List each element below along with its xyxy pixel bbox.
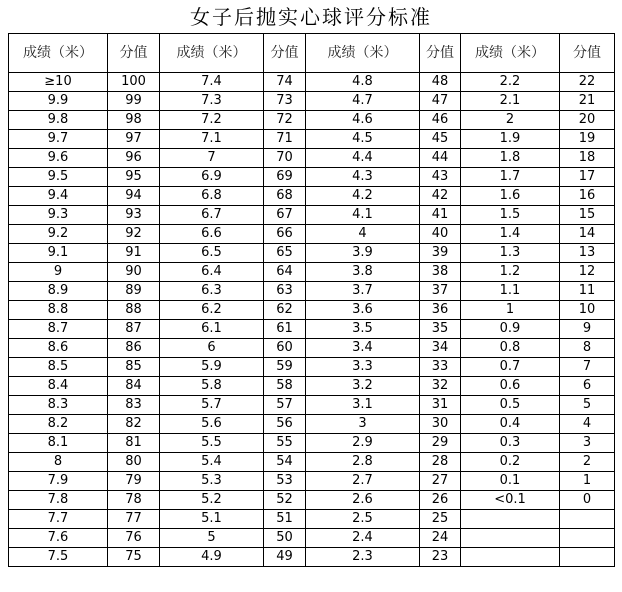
score-cell: 5.5 — [160, 434, 264, 453]
score-cell: 5.6 — [160, 415, 264, 434]
points-cell: 42 — [420, 187, 461, 206]
score-cell: 6.8 — [160, 187, 264, 206]
table-row — [9, 358, 615, 377]
points-cell: 4 — [560, 415, 615, 434]
points-cell: 36 — [420, 301, 461, 320]
header-score-1: 成绩（米） — [9, 34, 108, 73]
points-cell: 46 — [420, 111, 461, 130]
points-cell: 10 — [560, 301, 615, 320]
points-cell: 41 — [420, 206, 461, 225]
score-cell: 1.2 — [461, 263, 560, 282]
score-cell: 8.6 — [9, 339, 108, 358]
points-cell: 3 — [560, 434, 615, 453]
table-row — [9, 206, 615, 225]
points-cell: 99 — [108, 92, 160, 111]
score-cell: 3.8 — [306, 263, 420, 282]
score-cell: 0.3 — [461, 434, 560, 453]
table-row — [9, 149, 615, 168]
score-cell: 4.2 — [306, 187, 420, 206]
score-cell: 9.2 — [9, 225, 108, 244]
points-cell: 25 — [420, 510, 461, 529]
score-cell: 5.4 — [160, 453, 264, 472]
score-cell: 3.9 — [306, 244, 420, 263]
table-row — [9, 130, 615, 149]
points-cell: 29 — [420, 434, 461, 453]
page-title: 女子后抛实心球评分标准 — [190, 5, 432, 29]
score-cell: 0.8 — [461, 339, 560, 358]
score-cell: 4.7 — [306, 92, 420, 111]
score-cell: 2.4 — [306, 529, 420, 548]
points-cell: 89 — [108, 282, 160, 301]
points-cell: 7 — [560, 358, 615, 377]
score-cell: 5.2 — [160, 491, 264, 510]
points-cell: 24 — [420, 529, 461, 548]
score-cell: 1.8 — [461, 149, 560, 168]
score-cell: 7 — [160, 149, 264, 168]
score-cell: 7.7 — [9, 510, 108, 529]
table-row — [9, 73, 615, 92]
score-cell: 2.3 — [306, 548, 420, 567]
score-cell: 9.6 — [9, 149, 108, 168]
points-cell: 2 — [560, 453, 615, 472]
score-cell: 3.6 — [306, 301, 420, 320]
score-cell: 1.5 — [461, 206, 560, 225]
points-cell: 90 — [108, 263, 160, 282]
points-cell: 14 — [560, 225, 615, 244]
score-cell — [461, 529, 560, 548]
points-cell: 59 — [264, 358, 306, 377]
score-cell: 8.2 — [9, 415, 108, 434]
score-cell: 6 — [160, 339, 264, 358]
table-row — [9, 548, 615, 567]
points-cell: 0 — [560, 491, 615, 510]
points-cell: 21 — [560, 92, 615, 111]
table-row — [9, 339, 615, 358]
score-cell: 1.4 — [461, 225, 560, 244]
points-cell: 69 — [264, 168, 306, 187]
score-cell: 5 — [160, 529, 264, 548]
header-score-3: 成绩（米） — [306, 34, 420, 73]
points-cell: 30 — [420, 415, 461, 434]
points-cell: 32 — [420, 377, 461, 396]
points-cell: 13 — [560, 244, 615, 263]
points-cell: 74 — [264, 73, 306, 92]
header-score-4: 成绩（米） — [461, 34, 560, 73]
score-cell: 7.2 — [160, 111, 264, 130]
points-cell: 87 — [108, 320, 160, 339]
table-row — [9, 415, 615, 434]
score-cell: 6.4 — [160, 263, 264, 282]
score-cell: 7.9 — [9, 472, 108, 491]
points-cell: 6 — [560, 377, 615, 396]
points-cell: 60 — [264, 339, 306, 358]
score-cell: 4.6 — [306, 111, 420, 130]
points-cell — [560, 529, 615, 548]
score-cell: 5.3 — [160, 472, 264, 491]
points-cell: 38 — [420, 263, 461, 282]
points-cell: 95 — [108, 168, 160, 187]
table-row — [9, 434, 615, 453]
points-cell: 73 — [264, 92, 306, 111]
points-cell: 71 — [264, 130, 306, 149]
points-cell: 54 — [264, 453, 306, 472]
score-cell: 4.5 — [306, 130, 420, 149]
score-cell: 6.3 — [160, 282, 264, 301]
score-cell: 9.1 — [9, 244, 108, 263]
points-cell: 50 — [264, 529, 306, 548]
score-cell: 9.4 — [9, 187, 108, 206]
score-cell: 1.9 — [461, 130, 560, 149]
score-cell: 2.6 — [306, 491, 420, 510]
score-cell: 3.2 — [306, 377, 420, 396]
score-cell: 4.9 — [160, 548, 264, 567]
header-row — [9, 34, 615, 73]
score-cell: 1.7 — [461, 168, 560, 187]
points-cell: 31 — [420, 396, 461, 415]
points-cell: 48 — [420, 73, 461, 92]
points-cell: 40 — [420, 225, 461, 244]
points-cell: 61 — [264, 320, 306, 339]
table-row — [9, 263, 615, 282]
points-cell: 53 — [264, 472, 306, 491]
table-row — [9, 453, 615, 472]
points-cell: 77 — [108, 510, 160, 529]
score-cell: 7.5 — [9, 548, 108, 567]
points-cell: 85 — [108, 358, 160, 377]
points-cell: 81 — [108, 434, 160, 453]
points-cell: 68 — [264, 187, 306, 206]
score-cell: 6.6 — [160, 225, 264, 244]
points-cell: 76 — [108, 529, 160, 548]
points-cell: 15 — [560, 206, 615, 225]
score-cell: 0.7 — [461, 358, 560, 377]
points-cell: 22 — [560, 73, 615, 92]
points-cell: 45 — [420, 130, 461, 149]
points-cell: 47 — [420, 92, 461, 111]
score-cell: 7.4 — [160, 73, 264, 92]
score-cell: 4.1 — [306, 206, 420, 225]
score-cell: ≥10 — [9, 73, 108, 92]
score-cell: 5.8 — [160, 377, 264, 396]
score-cell: 9.5 — [9, 168, 108, 187]
points-cell: 43 — [420, 168, 461, 187]
points-cell: 19 — [560, 130, 615, 149]
table-row — [9, 92, 615, 111]
points-cell: 65 — [264, 244, 306, 263]
score-cell: 6.7 — [160, 206, 264, 225]
table-row — [9, 510, 615, 529]
score-cell: 5.1 — [160, 510, 264, 529]
points-cell: 80 — [108, 453, 160, 472]
points-cell: 92 — [108, 225, 160, 244]
table-row — [9, 396, 615, 415]
points-cell: 37 — [420, 282, 461, 301]
score-cell: 3.3 — [306, 358, 420, 377]
score-cell: 4 — [306, 225, 420, 244]
score-cell: 2 — [461, 111, 560, 130]
score-cell: 1.6 — [461, 187, 560, 206]
points-cell: 67 — [264, 206, 306, 225]
points-cell: 17 — [560, 168, 615, 187]
points-cell: 26 — [420, 491, 461, 510]
points-cell: 35 — [420, 320, 461, 339]
points-cell: 39 — [420, 244, 461, 263]
score-cell: 8 — [9, 453, 108, 472]
points-cell: 16 — [560, 187, 615, 206]
points-cell: 5 — [560, 396, 615, 415]
score-cell: 2.1 — [461, 92, 560, 111]
points-cell: 33 — [420, 358, 461, 377]
score-cell: <0.1 — [461, 491, 560, 510]
points-cell: 96 — [108, 149, 160, 168]
score-cell: 1.3 — [461, 244, 560, 263]
points-cell: 78 — [108, 491, 160, 510]
score-cell: 2.9 — [306, 434, 420, 453]
points-cell: 27 — [420, 472, 461, 491]
points-cell: 44 — [420, 149, 461, 168]
points-cell: 51 — [264, 510, 306, 529]
points-cell: 1 — [560, 472, 615, 491]
score-cell: 3.1 — [306, 396, 420, 415]
header-points-3: 分值 — [420, 34, 461, 73]
score-cell: 4.3 — [306, 168, 420, 187]
score-cell: 7.6 — [9, 529, 108, 548]
score-cell: 0.9 — [461, 320, 560, 339]
score-cell: 6.9 — [160, 168, 264, 187]
score-cell: 9.3 — [9, 206, 108, 225]
score-cell: 8.5 — [9, 358, 108, 377]
score-cell: 8.9 — [9, 282, 108, 301]
score-cell: 2.7 — [306, 472, 420, 491]
table-row — [9, 320, 615, 339]
points-cell: 97 — [108, 130, 160, 149]
points-cell: 28 — [420, 453, 461, 472]
table-row — [9, 225, 615, 244]
score-cell: 3 — [306, 415, 420, 434]
score-cell: 0.4 — [461, 415, 560, 434]
score-table — [8, 33, 615, 567]
score-cell: 4.8 — [306, 73, 420, 92]
score-cell: 8.4 — [9, 377, 108, 396]
score-cell: 0.2 — [461, 453, 560, 472]
points-cell: 72 — [264, 111, 306, 130]
points-cell: 57 — [264, 396, 306, 415]
table-row — [9, 168, 615, 187]
points-cell: 11 — [560, 282, 615, 301]
score-cell: 2.2 — [461, 73, 560, 92]
score-cell: 3.7 — [306, 282, 420, 301]
score-cell: 6.1 — [160, 320, 264, 339]
points-cell: 84 — [108, 377, 160, 396]
points-cell: 82 — [108, 415, 160, 434]
table-row — [9, 529, 615, 548]
points-cell: 98 — [108, 111, 160, 130]
score-cell: 9.8 — [9, 111, 108, 130]
score-cell: 1.1 — [461, 282, 560, 301]
score-cell: 8.3 — [9, 396, 108, 415]
points-cell: 79 — [108, 472, 160, 491]
table-body — [9, 73, 615, 567]
points-cell: 49 — [264, 548, 306, 567]
points-cell: 75 — [108, 548, 160, 567]
points-cell — [560, 548, 615, 567]
table-row — [9, 282, 615, 301]
table-row — [9, 111, 615, 130]
score-cell: 8.8 — [9, 301, 108, 320]
score-cell: 6.5 — [160, 244, 264, 263]
score-cell: 0.6 — [461, 377, 560, 396]
table-row — [9, 301, 615, 320]
points-cell: 55 — [264, 434, 306, 453]
points-cell: 34 — [420, 339, 461, 358]
score-cell: 1 — [461, 301, 560, 320]
score-cell: 9.9 — [9, 92, 108, 111]
score-cell: 2.5 — [306, 510, 420, 529]
score-cell: 0.5 — [461, 396, 560, 415]
table-row — [9, 187, 615, 206]
points-cell: 23 — [420, 548, 461, 567]
table-row — [9, 472, 615, 491]
points-cell — [560, 510, 615, 529]
score-cell: 8.7 — [9, 320, 108, 339]
score-cell: 3.4 — [306, 339, 420, 358]
header-points-1: 分值 — [108, 34, 160, 73]
score-cell: 4.4 — [306, 149, 420, 168]
points-cell: 100 — [108, 73, 160, 92]
points-cell: 18 — [560, 149, 615, 168]
points-cell: 62 — [264, 301, 306, 320]
table-row — [9, 244, 615, 263]
points-cell: 52 — [264, 491, 306, 510]
points-cell: 66 — [264, 225, 306, 244]
score-cell: 3.5 — [306, 320, 420, 339]
header-score-2: 成绩（米） — [160, 34, 264, 73]
score-cell: 7.3 — [160, 92, 264, 111]
points-cell: 63 — [264, 282, 306, 301]
points-cell: 12 — [560, 263, 615, 282]
score-cell — [461, 548, 560, 567]
score-cell: 6.2 — [160, 301, 264, 320]
score-cell: 8.1 — [9, 434, 108, 453]
header-points-2: 分值 — [264, 34, 306, 73]
points-cell: 8 — [560, 339, 615, 358]
points-cell: 56 — [264, 415, 306, 434]
points-cell: 20 — [560, 111, 615, 130]
score-cell — [461, 510, 560, 529]
points-cell: 91 — [108, 244, 160, 263]
score-cell: 2.8 — [306, 453, 420, 472]
score-cell: 9 — [9, 263, 108, 282]
score-cell: 5.7 — [160, 396, 264, 415]
points-cell: 88 — [108, 301, 160, 320]
header-points-4: 分值 — [560, 34, 615, 73]
points-cell: 9 — [560, 320, 615, 339]
points-cell: 94 — [108, 187, 160, 206]
points-cell: 83 — [108, 396, 160, 415]
points-cell: 70 — [264, 149, 306, 168]
points-cell: 64 — [264, 263, 306, 282]
score-cell: 7.8 — [9, 491, 108, 510]
score-cell: 7.1 — [160, 130, 264, 149]
score-cell: 9.7 — [9, 130, 108, 149]
points-cell: 86 — [108, 339, 160, 358]
table-row — [9, 491, 615, 510]
score-cell: 0.1 — [461, 472, 560, 491]
points-cell: 93 — [108, 206, 160, 225]
points-cell: 58 — [264, 377, 306, 396]
score-cell: 5.9 — [160, 358, 264, 377]
table-row — [9, 377, 615, 396]
